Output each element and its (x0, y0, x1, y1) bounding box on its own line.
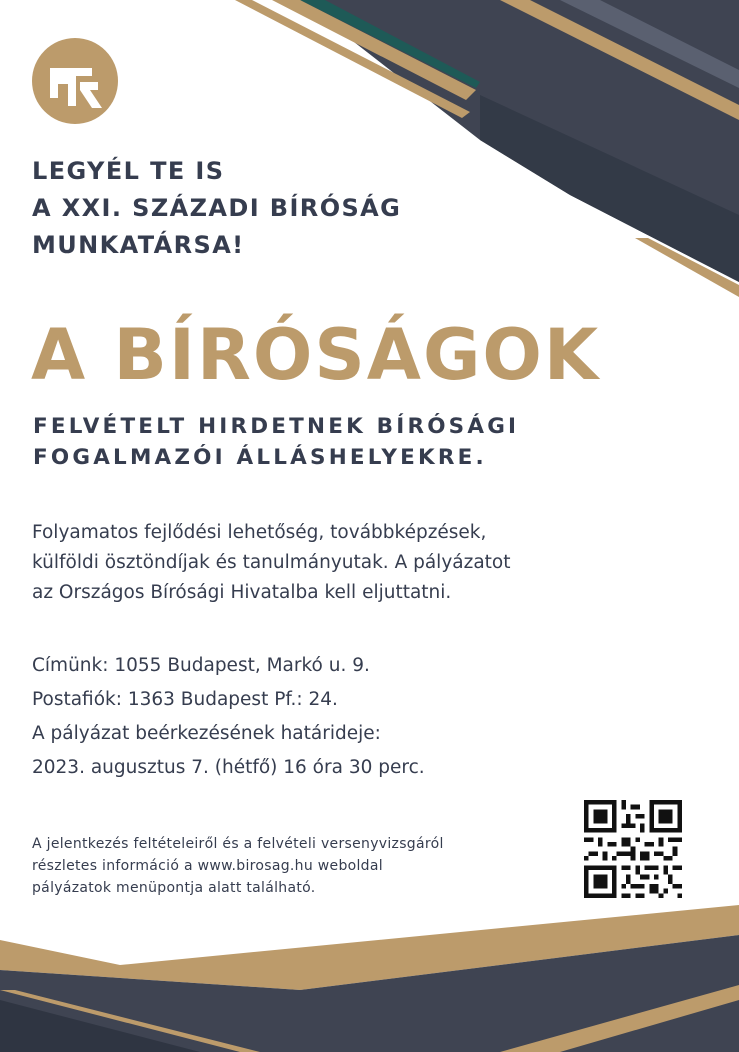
tagline (32, 153, 401, 264)
court-logo-icon (32, 38, 118, 124)
body-line-3: az Országos Bírósági Hivatalba kell eljuttatni. (32, 582, 452, 603)
headline: A BÍRÓSÁGOK (31, 314, 601, 396)
tagline-line-2: A XXI. SZÁZADI BÍRÓSÁG (32, 194, 402, 222)
footnote (32, 833, 444, 899)
footnote-line-3: pályázatok menüpontja alatt található. (32, 880, 316, 896)
qr-code-icon (584, 800, 682, 898)
body-paragraph (32, 518, 510, 608)
body-line-2: külföldi ösztöndíjak és tanulmányutak. A pályázatot (32, 552, 511, 573)
deadline-value: 2023. augusztus 7. (hétfő) 16 óra 30 perc. (32, 757, 425, 778)
po-box-line: Postafiók: 1363 Budapest Pf.: 24. (32, 689, 338, 710)
tagline-line-3: MUNKATÁRSA! (32, 231, 245, 259)
subheadline-line-2: FOGALMAZÓI ÁLLÁSHELYEKRE. (33, 445, 487, 470)
subheadline (33, 411, 519, 473)
deadline-label: A pályázat beérkezésének határideje: (32, 723, 381, 744)
footnote-line-2: részletes információ a www.birosag.hu weboldal (32, 858, 383, 874)
contact-block (32, 649, 425, 785)
address-line: Címünk: 1055 Budapest, Markó u. 9. (32, 655, 370, 676)
tagline-line-1: LEGYÉL TE IS (32, 157, 225, 185)
footnote-line-1: A jelentkezés feltételeiről és a felvételi versenyvizsgáról (32, 836, 444, 852)
body-line-1: Folyamatos fejlődési lehetőség, továbbképzések, (32, 522, 487, 543)
subheadline-line-1: FELVÉTELT HIRDETNEK BÍRÓSÁGI (33, 414, 520, 439)
